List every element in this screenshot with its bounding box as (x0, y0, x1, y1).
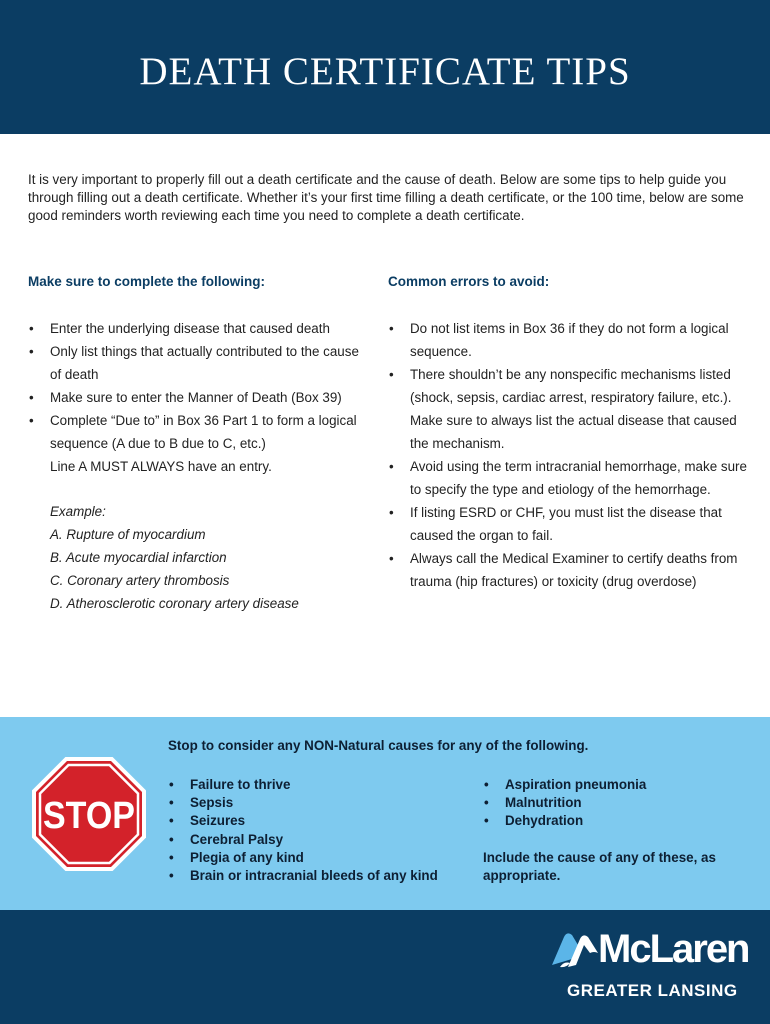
mclaren-logo (550, 927, 750, 1007)
complete-list (28, 317, 373, 478)
logo-subtitle: GREATER LANSING (567, 981, 738, 1000)
list-item: • Seizures (168, 812, 438, 830)
nonnatural-list-left (168, 776, 438, 885)
list-item: • Avoid using the term intracranial hemorrhage, make sure to specify the type and etiology of the hemorrhage. (388, 455, 750, 501)
list-item: • If listing ESRD or CHF, you must list the disease that caused the organ to fail. (388, 501, 750, 547)
stop-sign-icon (32, 757, 146, 871)
line-a-note: Line A MUST ALWAYS have an entry. (50, 459, 272, 474)
list-item: • Complete “Due to” in Box 36 Part 1 to form a logical sequence (A due to B due to C, etc.) (28, 409, 373, 455)
complete-heading: Make sure to complete the following: (28, 274, 266, 289)
logo-wordmark: McLaren (598, 927, 749, 971)
errors-heading: Common errors to avoid: (388, 274, 550, 289)
list-item: • Plegia of any kind (168, 849, 438, 867)
example-line: C. Coronary artery thrombosis (50, 573, 230, 588)
list-item: • Brain or intracranial bleeds of any kind (168, 867, 438, 885)
nonnatural-list-right (483, 776, 646, 831)
errors-list (388, 317, 750, 593)
stop-section-title: Stop to consider any NON-Natural causes for any of the following. (168, 738, 589, 753)
list-item: • Failure to thrive (168, 776, 438, 794)
example-line: B. Acute myocardial infarction (50, 550, 227, 565)
example-line: D. Atherosclerotic coronary artery disease (50, 596, 299, 611)
example-label: Example: (50, 504, 106, 519)
list-item: • Enter the underlying disease that caused death (28, 317, 373, 340)
list-item: • Only list things that actually contributed to the cause of death (28, 340, 373, 386)
list-item: • Malnutrition (483, 794, 646, 812)
stop-section-note: Include the cause of any of these, as appropriate. (483, 850, 716, 884)
stop-sign-text: STOP (43, 795, 135, 837)
list-item: • Always call the Medical Examiner to certify deaths from trauma (hip fractures) or toxicity (drug overdose) (388, 547, 750, 593)
example-line: A. Rupture of myocardium (50, 527, 206, 542)
list-item: • There shouldn’t be any nonspecific mechanisms listed (shock, sepsis, cardiac arrest, respiratory failure, etc.). Make sure to always list the actual disease that caused the mechanism. (388, 363, 750, 455)
mclaren-logo-mark-icon (550, 931, 600, 969)
page-title: DEATH CERTIFICATE TIPS (139, 49, 631, 93)
list-item: • Aspiration pneumonia (483, 776, 646, 794)
list-item: • Dehydration (483, 812, 646, 830)
example-block (50, 500, 299, 615)
list-item: • Do not list items in Box 36 if they do not form a logical sequence. (388, 317, 750, 363)
intro-paragraph: It is very important to properly fill out a death certificate and the cause of death. Below are some tips to help guide you through filling out a death certificate. Whether it’s your first time filling a death certificate, or the 100 time, below are some good reminders worth reviewing each time you need to complete a death certificate. (28, 172, 744, 223)
page-header (0, 0, 770, 134)
list-item: • Sepsis (168, 794, 438, 812)
list-item: • Cerebral Palsy (168, 831, 438, 849)
list-item: • Make sure to enter the Manner of Death (Box 39) (28, 386, 373, 409)
